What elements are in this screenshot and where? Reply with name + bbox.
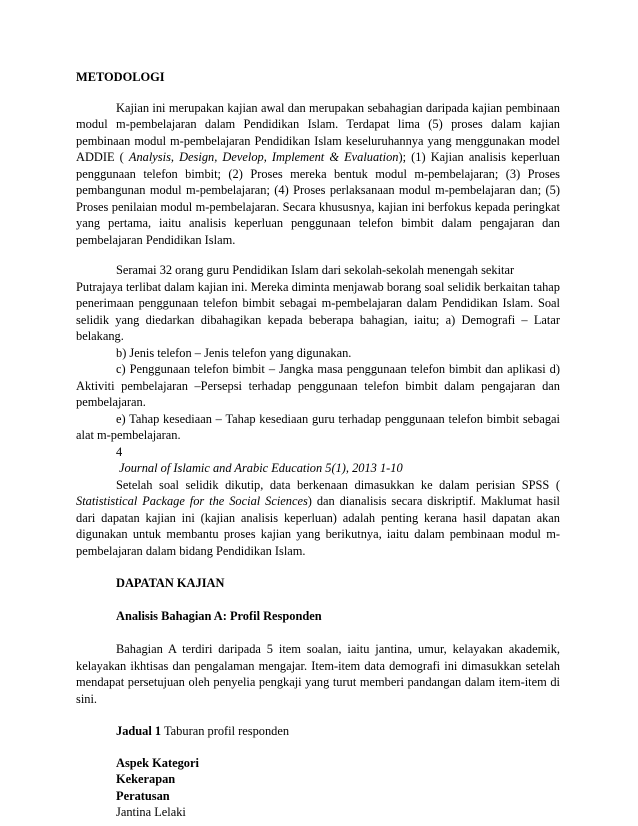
paragraph-line: kelayakan ikhtisas dan pengalaman mengajar. Item-item data demografi ini dimasukkan setelah <box>76 658 560 673</box>
text-run: ) dan dianalisis secara diskriptif. Maklumat hasil <box>307 494 560 509</box>
table-header-aspek: Aspek Kategori <box>116 755 199 770</box>
table-header-peratusan: Peratusan <box>116 788 170 803</box>
list-item-e: e) Tahap kesediaan – Tahap kesediaan guru terhadap penggunaan telefon bimbit sebagai <box>116 411 560 426</box>
paragraph-line: sini. <box>76 691 97 706</box>
section-heading-dapatan: DAPATAN KAJIAN <box>116 576 225 591</box>
list-item-b: b) Jenis telefon – Jenis telefon yang digunakan. <box>116 345 352 360</box>
paragraph-line: Seramai 32 orang guru Pendidikan Islam dari sekolah-sekolah menengah sekitar <box>116 263 515 278</box>
paragraph-line: penerimaan penggunaan telefon bimbit sebagai m-pembelajaran dalam Pendidikan Islam. Soal <box>76 296 560 311</box>
list-item-d: Aktiviti pembelajaran –Persepsi terhadap penggunaan telefon bimbit dalam pengajaran dan <box>76 378 560 393</box>
paragraph-line: dari dapatan kajian ini (kajian analisis keperluan) adalah penting kerana hasil dapatan akan <box>76 510 560 525</box>
table-header-kekerapan: Kekerapan <box>116 772 176 787</box>
paragraph-line: Kajian ini merupakan kajian awal dan merupakan sebahagian daripada kajian pembinaan <box>116 100 560 115</box>
table-caption-label: Jadual 1 <box>116 723 162 738</box>
paragraph-line: belakang. <box>76 329 124 344</box>
table-row-jantina: Jantina Lelaki <box>116 805 186 820</box>
paragraph-line: penggunaan telefon bimbit; (2) Proses mereka bentuk modul m-pembelajaran; (3) Proses <box>76 166 560 181</box>
paragraph-line: alat m-pembelajaran. <box>76 428 181 443</box>
paragraph-line: Bahagian A terdiri daripada 5 item soalan, iaitu jantina, umur, kelayakan akademik, <box>116 642 560 657</box>
paragraph-line: pembelajaran dalam bidang Pendidikan Islam. <box>76 544 306 559</box>
list-item-c: c) Penggunaan telefon bimbit – Jangka masa penggunaan telefon bimbit dan aplikasi d) <box>116 362 560 377</box>
paragraph-line: pembelajaran. <box>76 395 146 410</box>
paragraph-line: Setelah soal selidik dikutip, data berkenaan dimasukkan ke dalam perisian SPSS ( <box>116 477 560 492</box>
paragraph-line-addie <box>76 149 560 165</box>
italic-text-run: Analysis, Design, Develop, Implement & Evaluation <box>128 150 399 165</box>
page-number: 4 <box>116 444 123 459</box>
paragraph-line: mendapat persetujuan oleh penyelia pengkaji yang turut memberi pandangan dalam item-item di <box>76 675 560 690</box>
paragraph-line: pembinaan modul m-pembelajaran Pendidikan Islam keseluruhannya yang menggunakan model <box>76 133 560 148</box>
paragraph-line: Proses penilaian modul m-pembelajaran. Secara khususnya, kajian ini berfokus kepada peringkat <box>76 199 560 214</box>
paragraph-line: selidik yang diedarkan dibahagikan kepada beberapa bahagian, iaitu; a) Demografi – Latar <box>76 312 560 327</box>
table-caption <box>116 723 289 739</box>
section-heading-metodologi: METODOLOGI <box>76 69 165 84</box>
paragraph-line: Putrajaya terlibat dalam kajian ini. Mereka diminta menjawab borang soal selidik berkaitan tahap <box>76 279 560 294</box>
paragraph-line: pembangunan modul m-pembelajaran; (4) Proses perlaksanaan modul m-pembelajaran dan; (5) <box>76 183 560 198</box>
text-run: ); (1) Kajian analisis keperluan <box>398 150 560 165</box>
paragraph-line: digunakan untuk membantu proses kajian yang berikutnya, iaitu dalam pembinaan modul m- <box>76 527 560 542</box>
table-caption-text: Taburan profil responden <box>161 723 290 738</box>
subsection-heading-analisis: Analisis Bahagian A: Profil Responden <box>116 609 322 624</box>
paragraph-line: yang pertama, iaitu analisis keperluan penggunaan telefon bimbit dalam pengajaran dan <box>76 216 560 231</box>
paragraph-line: modul m-pembelajaran dalam Pendidikan Islam. Terdapat lima (5) proses dalam kajian <box>76 117 560 132</box>
text-run: ADDIE ( <box>76 150 129 165</box>
journal-citation: Journal of Islamic and Arabic Education 5(1), 2013 1-10 <box>119 461 403 476</box>
italic-text-run: Statististical Package for the Social Sciences <box>76 494 308 509</box>
paragraph-line-spss <box>76 493 560 509</box>
paragraph-line: pembelajaran Pendidikan Islam. <box>76 233 236 248</box>
